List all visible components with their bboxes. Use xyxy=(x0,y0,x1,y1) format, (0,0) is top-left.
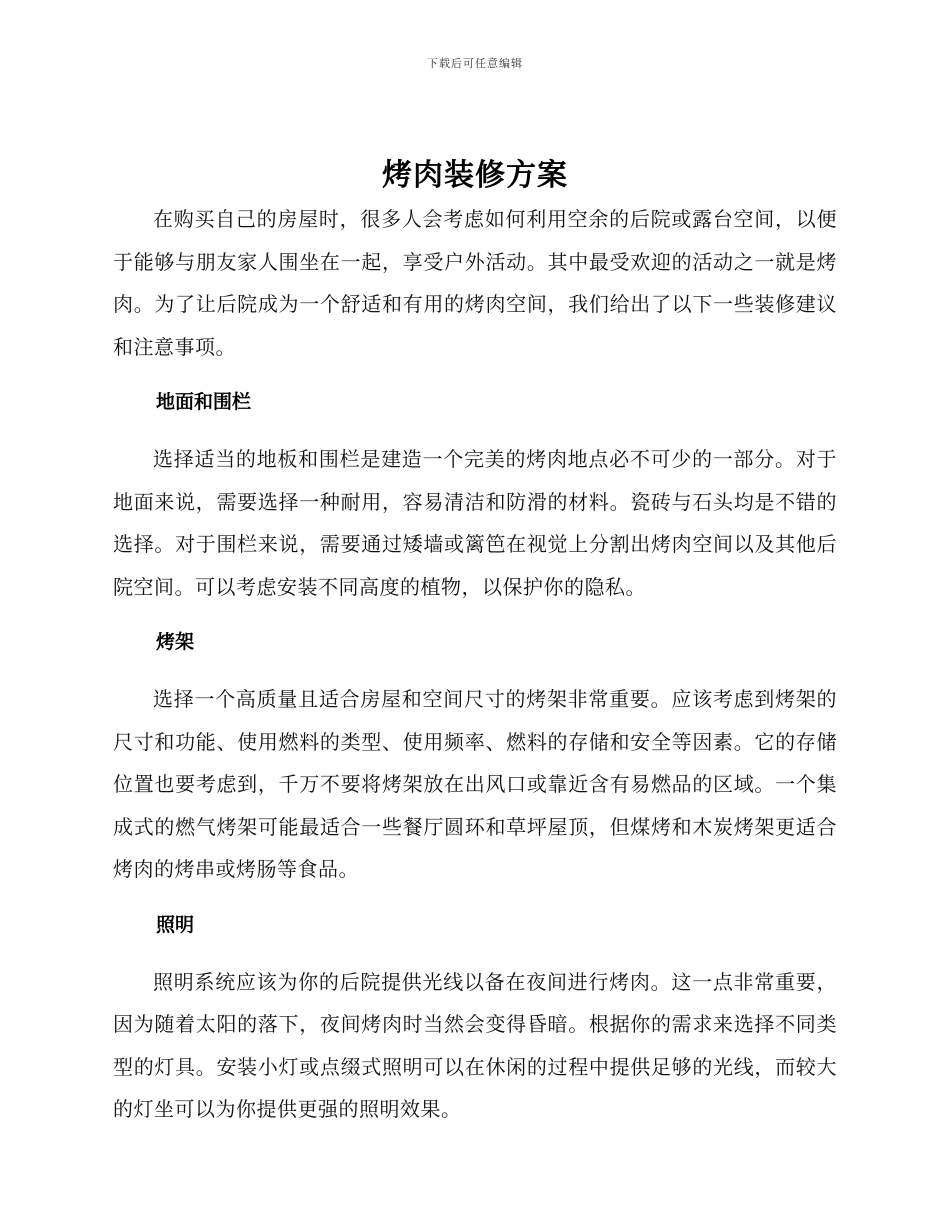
section-paragraph: 照明系统应该为你的后院提供光线以备在夜间进行烤肉。这一点非常重要，因为随着太阳的落下，夜间烤肉时当然会变得昏暗。根据你的需求来选择不同类型的灯具。安装小灯或点缀式照明可以在休闲的过程中提供足够的光线，而较大的灯坐可以为你提供更强的照明效果。 xyxy=(113,969,837,1121)
section-lighting xyxy=(113,913,837,1131)
document-body xyxy=(113,198,837,1131)
section-paragraph: 选择一个高质量且适合房屋和空间尺寸的烤架非常重要。应该考虑到烤架的尺寸和功能、使用燃料的类型、使用频率、燃料的存储和安全等因素。它的存储位置也要考虑到，千万不要将烤架放在出风口或靠近含有易燃品的区域。一个集成式的燃气烤架可能最适合一些餐厅圆环和草坪屋顶，但煤烤和木炭烤架更适合烤肉的烤串或烤肠等食品。 xyxy=(113,687,837,881)
document-title: 烤肉装修方案 xyxy=(382,158,568,193)
section-heading: 照明 xyxy=(156,913,195,936)
section-heading: 地面和围栏 xyxy=(156,391,252,413)
section-heading: 烤架 xyxy=(156,631,195,653)
section-floor-fence xyxy=(113,390,837,608)
section-grill xyxy=(113,630,837,891)
intro-paragraph: 在购买自己的房屋时，很多人会考虑如何利用空余的后院或露台空间，以便于能够与朋友家人围坐在一起，享受户外活动。其中最受欢迎的活动之一就是烤肉。为了让后院成为一个舒适和有用的烤肉空间，我们给出了以下一些装修建议和注意事项。 xyxy=(113,207,837,359)
header-note: 下载后可任意编辑 xyxy=(427,57,523,70)
section-paragraph: 选择适当的地板和围栏是建造一个完美的烤肉地点必不可少的一部分。对于地面来说，需要选择一种耐用，容易清洁和防滑的材料。瓷砖与石头均是不错的选择。对于围栏来说，需要通过矮墙或篱笆在视觉上分割出烤肉空间以及其他后院空间。可以考虑安装不同高度的植物，以保护你的隐私。 xyxy=(113,447,837,599)
